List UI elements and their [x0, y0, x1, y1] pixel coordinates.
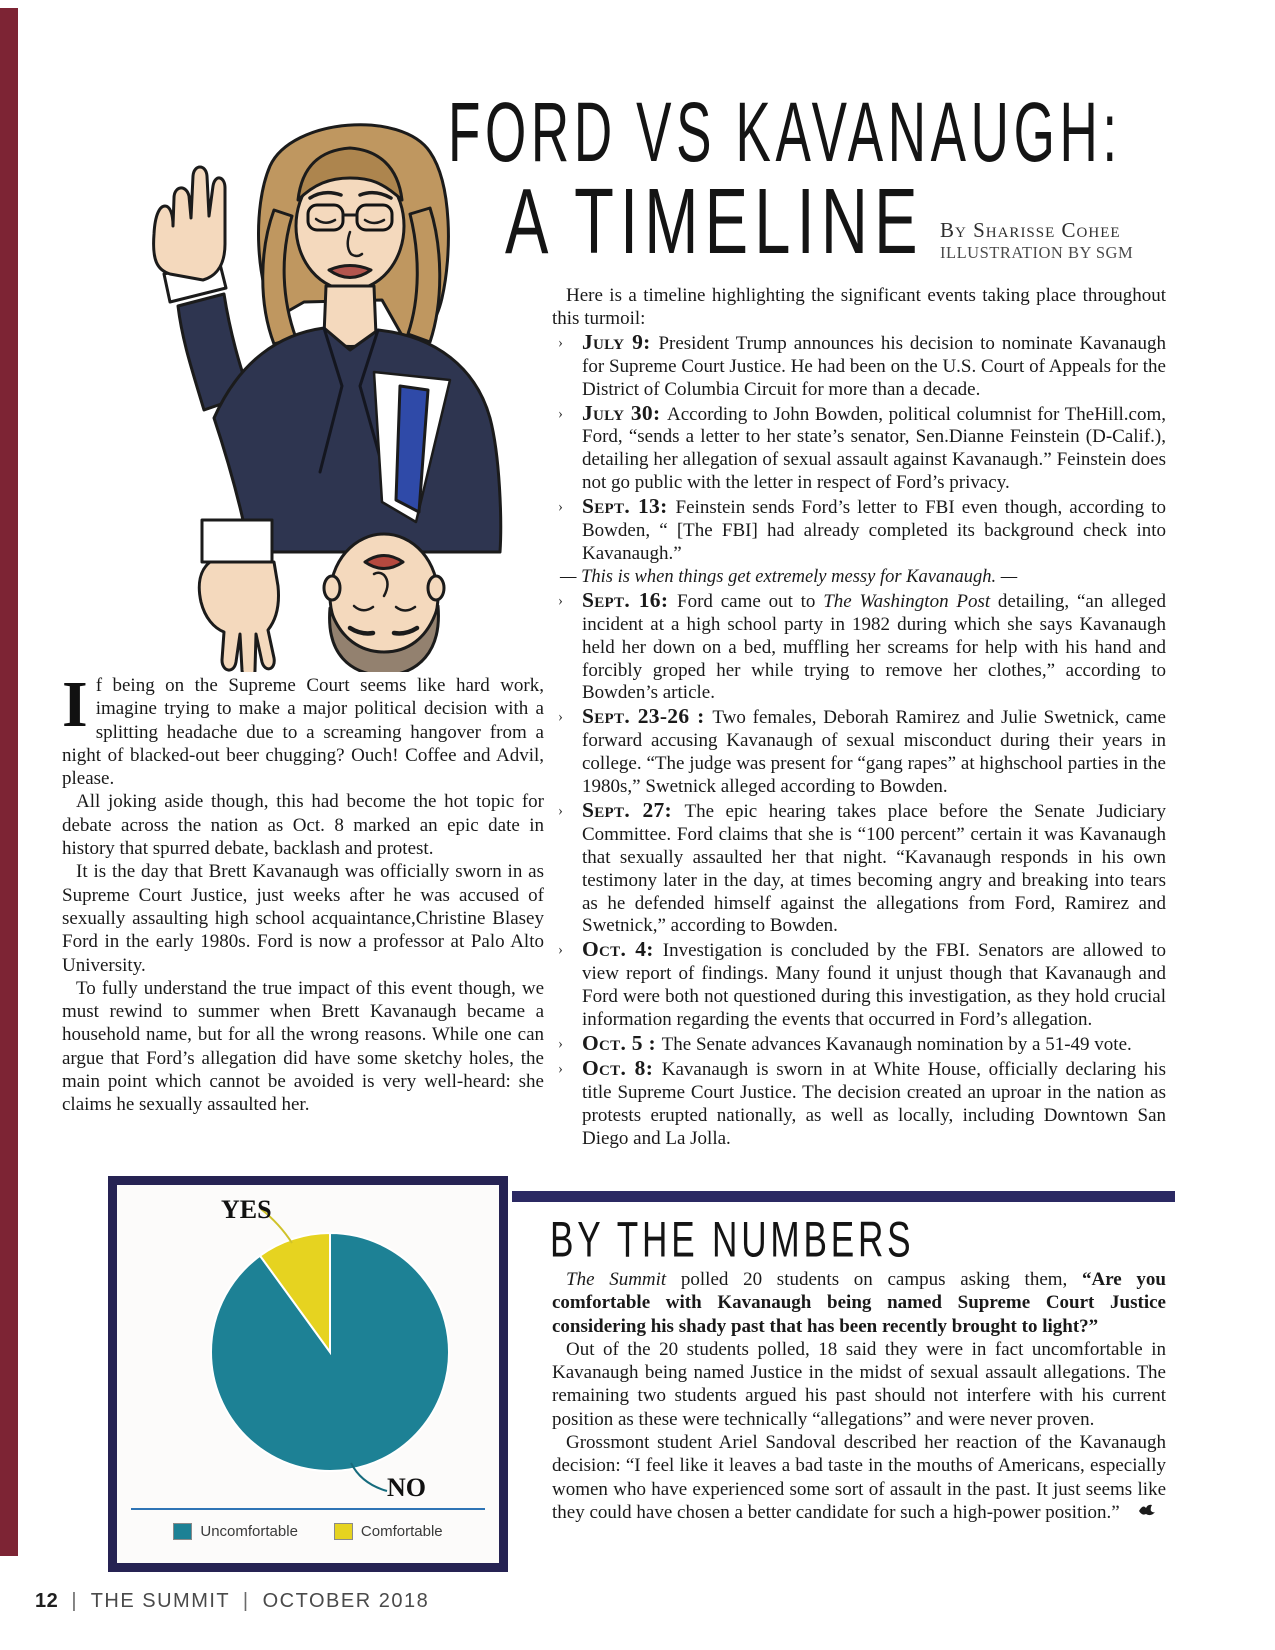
timeline-date: Oct. 4: — [582, 937, 663, 962]
text-run: All joking aside though, this had become the hot topic for debate across the nation as Oct. 8 marked an epic date in history that spurred debate, backlash and protest. — [62, 791, 544, 860]
timeline-date: Sept. 13: — [582, 494, 676, 519]
bullet-icon: › — [558, 709, 563, 726]
left-accent-stripe — [0, 8, 18, 1556]
bullet-icon: › — [558, 499, 563, 516]
body-paragraph — [62, 860, 544, 976]
bullet-icon: › — [558, 802, 563, 819]
text-run: Kavanaugh is sworn in at White House, officially declaring his title Supreme Court Justice. The decision created an uproar in the nation as protests erupted nationally, as well as locally, including Downtown San Diego and La Jolla. — [582, 1058, 1167, 1149]
legend-label-uncomfortable: Uncomfortable — [200, 1523, 298, 1540]
text-run: The Senate advances Kavanaugh nomination by a 51-49 vote. — [661, 1034, 1132, 1055]
issue-date: OCTOBER 2018 — [262, 1590, 430, 1612]
bullet-icon: › — [558, 1060, 563, 1077]
bullet-icon: › — [558, 1036, 563, 1052]
publication-name: THE SUMMIT — [90, 1590, 230, 1612]
chart-divider-line — [131, 1508, 485, 1510]
text-run: President Trump announces his decision to nominate Kavanaugh for Supreme Court Justice. He had been on the U.S. Court of Appeals for the District of Columbia Circuit for more than a decade. — [582, 332, 1166, 400]
timeline-date: Sept. 23-26 : — [582, 704, 713, 729]
drop-cap: I — [62, 668, 88, 741]
chart-legend — [117, 1523, 499, 1540]
text-run: Investigation is concluded by the FBI. Senators are allowed to view report of findings. Many found it unjust though that Kavanaugh and Ford were both not questioned during this investigation, as they hold crucial information regarding the events that occurred in Ford’s allegation. — [582, 940, 1166, 1031]
timeline-item — [552, 1057, 1166, 1151]
legend-label-comfortable: Comfortable — [360, 1523, 443, 1540]
bullet-icon: › — [558, 405, 563, 422]
text-run: The Summit — [566, 1269, 667, 1290]
text-run: According to John Bowden, political columnist for TheHill.com, Ford, “sends a letter to her state’s senator, Sen.Dianne Feinstein (D-Calif.), detailing her allegation of sexual assault against Kavanaugh.” Feinstein does not go public with the letter in respect of Ford’s privacy. — [582, 403, 1167, 494]
end-mark-icon — [1124, 1501, 1156, 1524]
text-run: The epic hearing takes place before the Senate Judiciary Committee. Ford claims that she is “100 percent” certain it was Kavanaugh that sexually assaulted her that night. “Kavanaugh responds in his own testimony later in the day, at times becoming angry and breaking into tears as he defended himself against the allegations from Ford, Ramirez and Swetnick,” according to Bowden. — [582, 800, 1167, 937]
illustration-credit: ILLUSTRATION BY SGM — [940, 243, 1134, 262]
bullet-icon: › — [558, 592, 563, 609]
timeline-item — [552, 938, 1166, 1032]
section-divider-bar — [512, 1191, 1175, 1202]
btn-paragraph — [552, 1431, 1166, 1524]
timeline-item — [552, 799, 1166, 938]
timeline-interlude: — This is when things get extremely messy for Kavanaugh. — — [560, 566, 1018, 587]
timeline-item — [552, 705, 1166, 799]
timeline-list — [552, 331, 1166, 1151]
bullet-icon: › — [558, 334, 563, 351]
timeline-date: Sept. 16: — [582, 587, 678, 612]
body-paragraph — [62, 790, 544, 860]
body-paragraph — [62, 977, 544, 1117]
text-run: detailing, “an alleged incident at a high school party in 1982 during which she says Kavanaugh held her down on a bed, muffling her screams for help with his hand and forcibly groped her while trying to remove her clothes,” according to Bowden’s article. — [582, 590, 1166, 704]
text-run: Feinstein sends Ford’s letter to FBI even though, according to Bowden, “ [The FBI] had already completed its background check into Kavanaugh.” — [582, 497, 1167, 564]
comfortable-swatch-icon — [334, 1523, 353, 1540]
article-title-line2: A TIMELINE — [505, 169, 924, 273]
uncomfortable-swatch-icon — [173, 1523, 192, 1540]
page-footer — [35, 1590, 429, 1613]
by-the-numbers-heading: BY THE NUMBERS — [550, 1212, 915, 1268]
timeline-item — [552, 495, 1166, 566]
intro-paragraph: Here is a timeline highlighting the significant events taking place throughout this turmoil: — [552, 285, 1166, 329]
body-column — [62, 668, 544, 1117]
pie-label-yes: YES — [221, 1195, 272, 1224]
page-number: 12 — [35, 1590, 59, 1612]
timeline-date: Oct. 5 : — [582, 1031, 662, 1055]
btn-paragraph — [552, 1268, 1166, 1338]
text-run: f being on the Supreme Court seems like hard work, imagine trying to make a major political decision with a splitting headache due to a screaming hangover from a night of blacked-out beer chugging? Ouch! Coffee and Advil, please. — [62, 675, 544, 790]
bullet-icon: › — [558, 942, 563, 959]
timeline-date: Oct. 8: — [582, 1055, 662, 1080]
pie-label-no: NO — [387, 1473, 426, 1502]
timeline-item — [552, 1032, 1166, 1057]
text-run: To fully understand the true impact of this event though, we must rewind to summer when Brett Kavanaugh became a household name, but for all the wrong reasons. While one can argue that Ford’s allegation did have some sketchy holes, the main point which cannot be avoided is very well-heard: she claims he sexually assaulted her. — [62, 977, 544, 1116]
article-title-line1: FORD VS KAVANAUGH: — [448, 85, 1122, 181]
text-run: Ford came out to — [677, 590, 824, 612]
byline: By Sharisse Cohee — [940, 218, 1121, 242]
body-paragraph — [62, 668, 544, 790]
footer-separator: | — [71, 1590, 79, 1612]
text-run: Grossmont student Ariel Sandoval described her reaction of the Kavanaugh decision: “I feel like it leaves a bad taste in the mouths of Americans, especially women who have experienced some sort of assault in the past. It just seems like they could have chosen a better candidate for such a high-power position.” — [552, 1432, 1166, 1523]
timeline-column — [552, 285, 1166, 1151]
timeline-item — [552, 589, 1166, 706]
poll-pie-chart — [108, 1176, 508, 1572]
text-run: “Are you comfortable with Kavanaugh being named Supreme Court Justice considering his shady past that has been recently brought to light?” — [552, 1269, 1166, 1337]
timeline-date: July 30: — [582, 400, 668, 425]
text-run: The Washington Post — [823, 590, 991, 612]
text-run: It is the day that Brett Kavanaugh was officially sworn in as Supreme Court Justice, just weeks after he was accused of sexually assaulting high school acquaintance,Christine Blasey Ford in the early 1980s. Ford is now a professor at Palo Alto University. — [62, 861, 544, 976]
timeline-item — [552, 402, 1166, 496]
text-run: polled 20 students on campus asking them, — [666, 1269, 1082, 1290]
legend-entry-comfortable — [334, 1523, 443, 1540]
footer-separator: | — [242, 1590, 250, 1612]
timeline-item — [552, 331, 1166, 402]
btn-paragraph — [552, 1338, 1166, 1431]
timeline-date: Sept. 27: — [582, 797, 685, 822]
timeline-date: July 9: — [582, 329, 659, 354]
legend-entry-uncomfortable — [173, 1523, 298, 1540]
text-run: Two females, Deborah Ramirez and Julie Swetnick, came forward accusing Kavanaugh of sexual misconduct during their years in college. “The judge was present for “gang rapes” at highschool parties in the 1980s,” Swetnick alleged according to Bowden. — [582, 707, 1166, 798]
text-run: Out of the 20 students polled, 18 said they were in fact uncomfortable in Kavanaugh being named Justice in the midst of sexual assault allegations. The remaining two students argued his past should not interfere with his current position as these were technically “allegations” and were never proven. — [552, 1338, 1166, 1430]
by-the-numbers-text — [552, 1268, 1166, 1524]
pie-svg — [125, 1195, 491, 1511]
